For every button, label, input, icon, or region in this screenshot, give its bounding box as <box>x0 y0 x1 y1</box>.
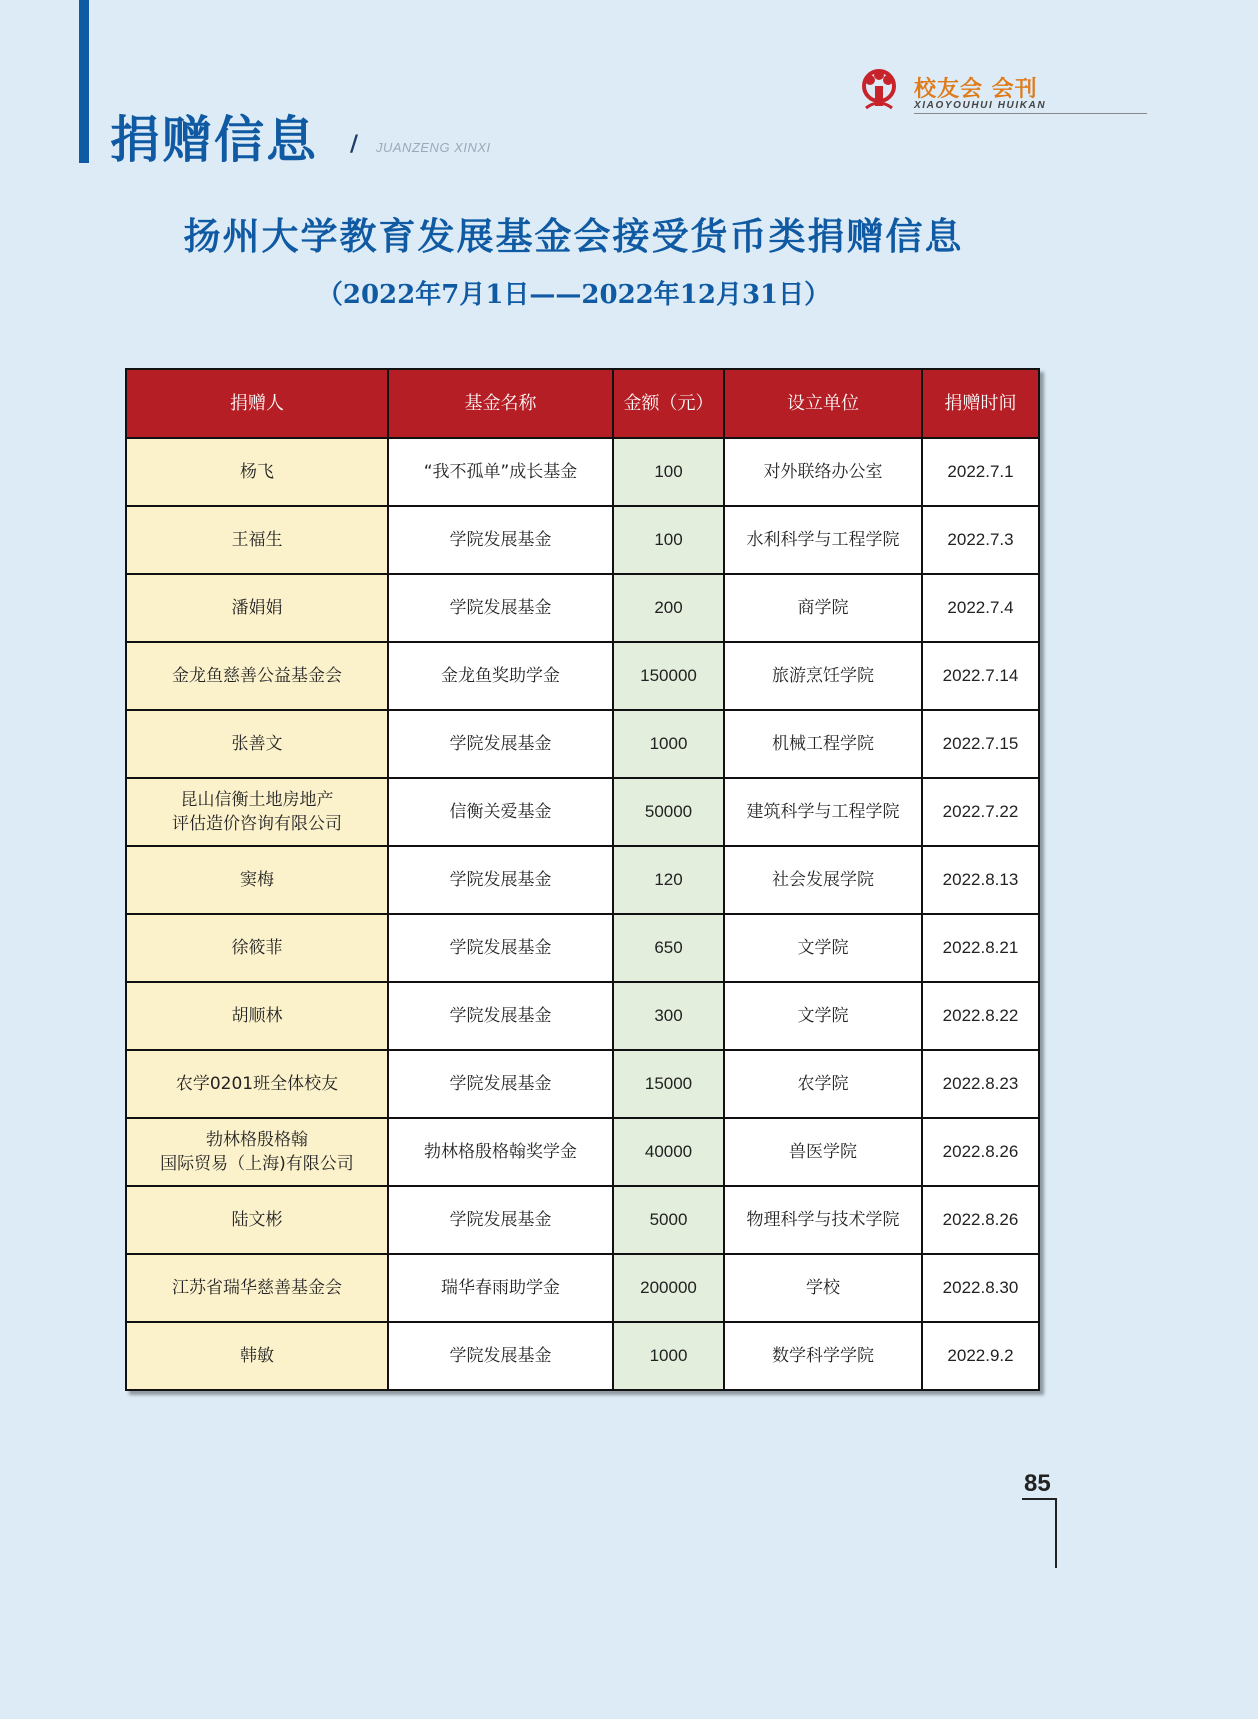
fund-cell: 金龙鱼奖助学金 <box>388 642 613 710</box>
fund-cell: 学院发展基金 <box>388 1050 613 1118</box>
unit-cell: 旅游烹饪学院 <box>724 642 922 710</box>
date-cell: 2022.8.23 <box>922 1050 1039 1118</box>
table-row <box>126 710 1039 778</box>
date-cell: 2022.8.21 <box>922 914 1039 982</box>
donations-table <box>125 368 1040 1391</box>
donor-cell <box>126 778 388 846</box>
fund-cell: 信衡关爱基金 <box>388 778 613 846</box>
amount-cell: 1000 <box>613 710 724 778</box>
donor-cell: 陆文彬 <box>126 1186 388 1254</box>
date-cell: 2022.7.15 <box>922 710 1039 778</box>
amount-cell: 150000 <box>613 642 724 710</box>
amount-cell: 100 <box>613 438 724 506</box>
table-row <box>126 778 1039 846</box>
table-row <box>126 1322 1039 1390</box>
amount-cell: 100 <box>613 506 724 574</box>
logo-title: 校友会 会刊 <box>914 77 1038 102</box>
date-cell: 2022.8.30 <box>922 1254 1039 1322</box>
date-cell: 2022.7.4 <box>922 574 1039 642</box>
unit-cell: 商学院 <box>724 574 922 642</box>
amount-cell: 5000 <box>613 1186 724 1254</box>
fund-cell: 学院发展基金 <box>388 506 613 574</box>
unit-cell: 机械工程学院 <box>724 710 922 778</box>
amount-cell: 120 <box>613 846 724 914</box>
logo-subtitle: XIAOYOUHUI HUIKAN <box>914 100 1047 111</box>
donor-line-1: 勃林格殷格翰 <box>206 1130 308 1150</box>
section-divider-slash: / <box>350 132 359 157</box>
page-number: 85 <box>1024 1470 1051 1497</box>
fund-cell: 学院发展基金 <box>388 982 613 1050</box>
donor-cell: 韩敏 <box>126 1322 388 1390</box>
table-row <box>126 914 1039 982</box>
date-cell: 2022.7.1 <box>922 438 1039 506</box>
donor-cell: 胡顺林 <box>126 982 388 1050</box>
table-row <box>126 982 1039 1050</box>
table-row <box>126 642 1039 710</box>
fund-cell: 学院发展基金 <box>388 1186 613 1254</box>
date-cell: 2022.8.26 <box>922 1118 1039 1186</box>
donor-cell: 潘娟娟 <box>126 574 388 642</box>
unit-cell: 文学院 <box>724 982 922 1050</box>
donor-cell <box>126 1118 388 1186</box>
fund-cell: 学院发展基金 <box>388 710 613 778</box>
amount-cell: 15000 <box>613 1050 724 1118</box>
table-row <box>126 574 1039 642</box>
amount-cell: 300 <box>613 982 724 1050</box>
fund-cell: 瑞华春雨助学金 <box>388 1254 613 1322</box>
unit-cell: 数学科学学院 <box>724 1322 922 1390</box>
donor-line-1: 昆山信衡土地房地产 <box>180 790 334 810</box>
header-donor: 捐赠人 <box>126 369 388 438</box>
date-cell: 2022.7.14 <box>922 642 1039 710</box>
date-cell: 2022.8.22 <box>922 982 1039 1050</box>
fund-cell: 学院发展基金 <box>388 574 613 642</box>
donor-cell: 窦梅 <box>126 846 388 914</box>
donor-cell: 江苏省瑞华慈善基金会 <box>126 1254 388 1322</box>
table-row <box>126 846 1039 914</box>
unit-cell: 学校 <box>724 1254 922 1322</box>
page-corner-mark <box>1055 1498 1057 1568</box>
date-cell: 2022.7.3 <box>922 506 1039 574</box>
fund-cell: 勃林格殷格翰奖学金 <box>388 1118 613 1186</box>
unit-cell: 兽医学院 <box>724 1118 922 1186</box>
table-row <box>126 438 1039 506</box>
fund-cell: 学院发展基金 <box>388 914 613 982</box>
header-date: 捐赠时间 <box>922 369 1039 438</box>
table-header-row <box>126 369 1039 438</box>
alumni-logo-icon <box>856 68 902 114</box>
donor-cell: 金龙鱼慈善公益基金会 <box>126 642 388 710</box>
donor-cell: 徐筱菲 <box>126 914 388 982</box>
donor-cell: 杨飞 <box>126 438 388 506</box>
header-unit: 设立单位 <box>724 369 922 438</box>
unit-cell: 水利科学与工程学院 <box>724 506 922 574</box>
document-period: （2022年7月1日——2022年12月31日） <box>316 280 831 310</box>
table-row <box>126 1186 1039 1254</box>
unit-cell: 对外联络办公室 <box>724 438 922 506</box>
fund-cell: 学院发展基金 <box>388 846 613 914</box>
table-row <box>126 506 1039 574</box>
unit-cell: 社会发展学院 <box>724 846 922 914</box>
donor-line-2: 国际贸易（上海)有限公司 <box>160 1154 354 1174</box>
unit-cell: 农学院 <box>724 1050 922 1118</box>
header-amount: 金额（元） <box>613 369 724 438</box>
date-cell: 2022.7.22 <box>922 778 1039 846</box>
table-row <box>126 1050 1039 1118</box>
amount-cell: 40000 <box>613 1118 724 1186</box>
table-row <box>126 1118 1039 1186</box>
logo-underline <box>914 113 1147 114</box>
donor-cell: 张善文 <box>126 710 388 778</box>
fund-cell: 学院发展基金 <box>388 1322 613 1390</box>
amount-cell: 50000 <box>613 778 724 846</box>
header-fund: 基金名称 <box>388 369 613 438</box>
donor-line-2: 评估造价咨询有限公司 <box>172 814 342 834</box>
section-pinyin: JUANZENG XINXI <box>376 140 491 155</box>
unit-cell: 物理科学与技术学院 <box>724 1186 922 1254</box>
table-row <box>126 1254 1039 1322</box>
section-accent-bar <box>79 0 89 163</box>
unit-cell: 建筑科学与工程学院 <box>724 778 922 846</box>
amount-cell: 200000 <box>613 1254 724 1322</box>
page-corner-mark <box>1022 1498 1057 1500</box>
section-title: 捐赠信息 <box>110 111 318 169</box>
document-title: 扬州大学教育发展基金会接受货币类捐赠信息 <box>183 214 964 258</box>
amount-cell: 200 <box>613 574 724 642</box>
date-cell: 2022.8.26 <box>922 1186 1039 1254</box>
fund-cell: “我不孤单”成长基金 <box>388 438 613 506</box>
donor-cell: 农学0201班全体校友 <box>126 1050 388 1118</box>
amount-cell: 1000 <box>613 1322 724 1390</box>
date-cell: 2022.8.13 <box>922 846 1039 914</box>
amount-cell: 650 <box>613 914 724 982</box>
donor-cell: 王福生 <box>126 506 388 574</box>
date-cell: 2022.9.2 <box>922 1322 1039 1390</box>
unit-cell: 文学院 <box>724 914 922 982</box>
